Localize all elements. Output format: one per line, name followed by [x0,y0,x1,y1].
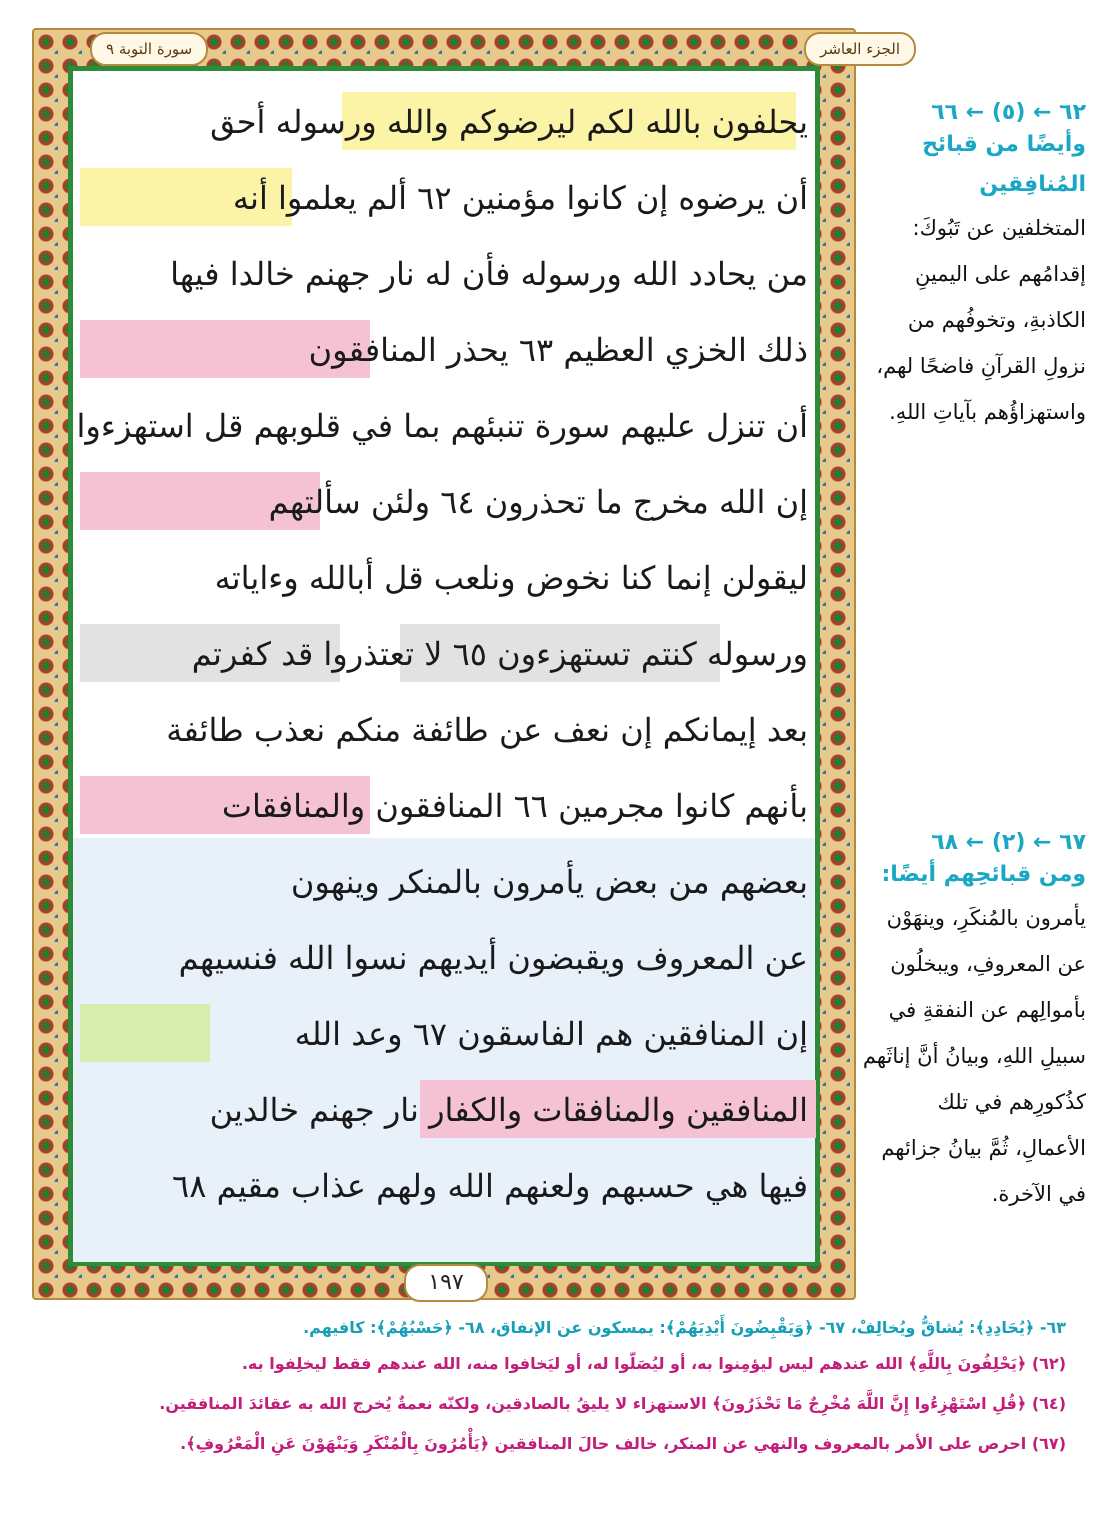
verse-line: من يحادد الله ورسوله فأن له نار جهنم خالدا فيها [170,255,808,293]
verse-line: يحلفون بالله لكم ليرضوكم والله ورسوله أحق [210,103,808,141]
verse-line: أن يرضوه إن كانوا مؤمنين ٦٢ ألم يعلموا أنه [232,179,808,217]
verse-line: إن المنافقين هم الفاسقون ٦٧ وعد الله [294,1015,808,1053]
note-62: (٦٢) ﴿يَحْلِفُونَ بِاللَّهِ﴾ الله عندهم ليس ليؤمِنوا به، أو ليُصَلّوا له، أو ليَخافوا منه، الله عندهم فقط ليخلِفوا به. [241,1354,1066,1373]
verse-line: عن المعروف ويقبضون أيديهم نسوا الله فنسيهم [178,939,808,977]
verse-line: بعد إيمانكم إن نعف عن طائفة منكم نعذب طائفة [166,711,808,749]
section-title: ومن قبائحِهم أيضًا: [881,862,1086,887]
surah-label: سورة التوبة ٩ [90,32,208,66]
glossary-line: ٦٣- ﴿يُحَادِدِ﴾: يُشاقُّ ويُخالِفْ، ٦٧- ﴿وَيَقْبِضُونَ أَيْدِيَهُمْ﴾: يمسكون عن الإنفاق، ٦٨- ﴿حَسْبُهُمْ﴾: كافيهم. [303,1318,1066,1337]
sidebar-section-1 [860,100,1086,435]
verse-line: أن تنزل عليهم سورة تنبئهم بما في قلوبهم قل استهزءوا [76,407,808,445]
juz-label: الجزء العاشر [804,32,916,66]
verse-line: بعضهم من بعض يأمرون بالمنكر وينهون [290,863,808,901]
verse-line: ليقولن إنما كنا نخوض ونلعب قل أبالله وءاياته [214,559,808,597]
page-number: ١٩٧ [404,1264,488,1302]
verse-line: المنافقين والمنافقات والكفار نار جهنم خالدين [209,1091,808,1129]
verse-line: إن الله مخرج ما تحذرون ٦٤ ولئن سألتهم [268,483,808,521]
verse-line: ذلك الخزي العظيم ٦٣ يحذر المنافقون [308,331,808,369]
verse-line: فيها هي حسبهم ولعنهم الله ولهم عذاب مقيم ٦٨ [172,1167,808,1205]
verse-line: بأنهم كانوا مجرمين ٦٦ المنافقون والمنافقات [221,787,808,825]
note-64: (٦٤) ﴿قُلِ اسْتَهْزِءُوا إِنَّ اللَّهَ مُخْرِجٌ مَا تَحْذَرُونَ﴾ الاستهزاء لا يليقُ بالصادقين، ولكنّه نعمةٌ يُخرج الله به عقائدَ المنافقين. [159,1394,1066,1413]
sidebar-section-2 [860,830,1086,1217]
section-text: يأمرون بالمُنكَرِ، وينهَوْن عن المعروفِ، ويبخلُون بأموالِهم عن النفقةِ في سبيلِ اللهِ، وبيانُ أنَّ إناثَهم كذُكورِهم في تلك الأعمالِ، ثُمَّ بيانُ جزائهم في الآخرة. [862,906,1086,1206]
verse-range: ٦٧ ← (٢) ← ٦٨ [931,830,1086,855]
section-title: وأيضًا من قبائح المُنافِقين [922,132,1086,197]
verse-line: ورسوله كنتم تستهزءون ٦٥ لا تعتذروا قد كفرتم [191,635,808,673]
note-67: (٦٧) احرص على الأمر بالمعروف والنهي عن المنكر، خالف حالَ المنافقين ﴿يَأْمُرُونَ بِالْمُنْكَرِ وَيَنْهَوْنَ عَنِ الْمَعْرُوفِ﴾. [180,1434,1066,1453]
verse-range: ٦٢ ← (٥) ← ٦٦ [931,100,1086,125]
section-text: المتخلفين عن تَبُوكَ: إقدامُهم على اليمينِ الكاذبةِ، وتخوفُهم من نزولِ القرآنِ فاضحًا لهم، واستهزاؤُهم بآياتِ اللهِ. [876,216,1086,424]
